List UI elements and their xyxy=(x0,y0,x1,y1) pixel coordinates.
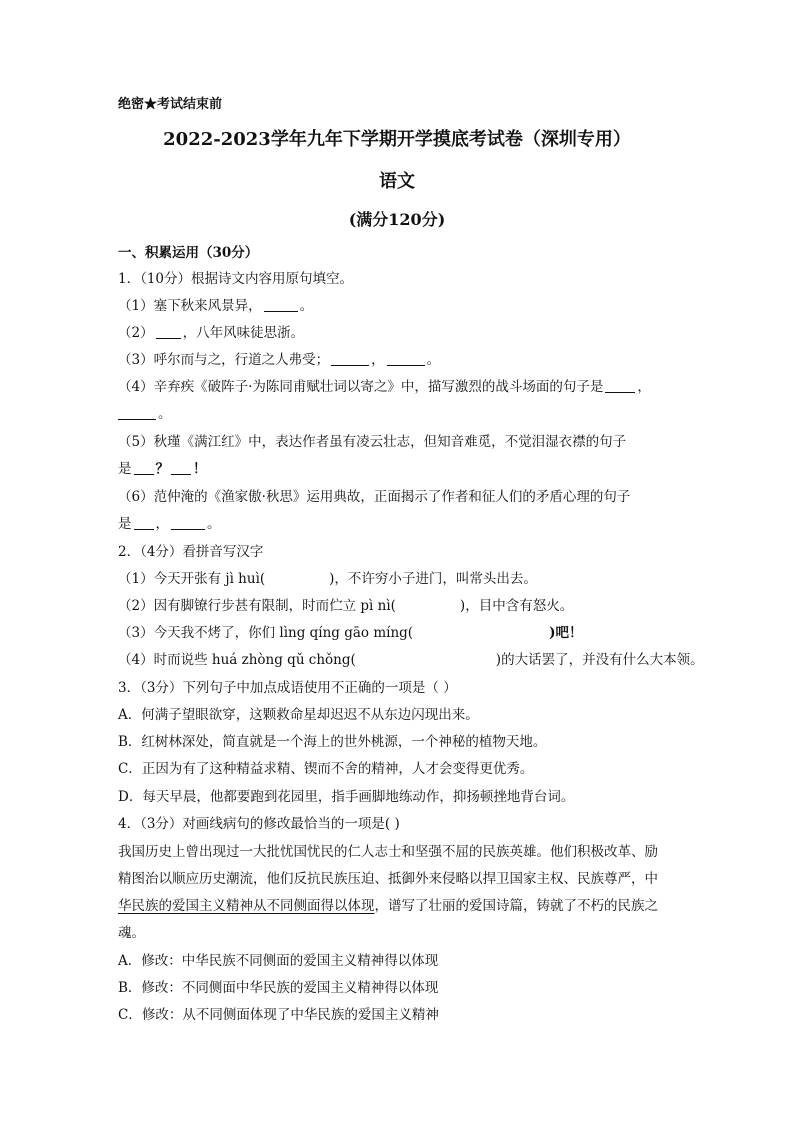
q3-option-c[interactable]: C．正因为有了这种精益求精、锲而不舍的精神，人才会变得更优秀。 xyxy=(118,761,534,777)
q4-option-b[interactable]: B．修改：不同侧面中华民族的爱国主义精神得以体现 xyxy=(118,980,439,996)
answer-blank[interactable] xyxy=(331,351,369,366)
answer-blank[interactable] xyxy=(118,405,156,420)
answer-blank[interactable] xyxy=(605,378,635,393)
q2-item-2: （2）因有脚镣行步甚有限制，时而伫立 pì nì( )，目中含有怒火。 xyxy=(118,598,574,614)
q4-option-c[interactable]: C．修改：从不同侧面体现了中华民族的爱国主义精神 xyxy=(118,1007,439,1023)
secret-label: 绝密★考试结束前 xyxy=(118,97,223,112)
question-4-stem: 4．（3分）对画线病句的修改最恰当的一项是( ) xyxy=(118,816,400,832)
q1-item-5-cont: 是 ？ ！ xyxy=(118,461,207,477)
question-1-stem: 1．（10分）根据诗文内容用原句填空。 xyxy=(118,271,354,287)
q1-item-2: （2） ，八年风味徒思浙。 xyxy=(118,325,305,341)
q3-option-d[interactable]: D．每天早晨，他都要跑到花园里，指手画脚地练动作，抑扬顿挫地背台词。 xyxy=(118,789,575,805)
subject-title: 语文 xyxy=(379,171,415,192)
answer-blank[interactable] xyxy=(134,460,154,475)
q1-item-4-cont: 。 xyxy=(118,405,172,423)
q1-item-3: （3）呼尔而与之，行道之人弗受； ， 。 xyxy=(118,352,441,368)
q1-item-4: （4）辛弃疾《破阵子·为陈同甫赋壮词以寄之》中，描写激烈的战斗场面的句子是 ， xyxy=(118,379,651,395)
q1-item-1: （1）塞下秋来风景异， 。 xyxy=(118,298,314,314)
question-3-stem: 3．（3分）下列句子中加点成语使用不正确的一项是（ ） xyxy=(118,680,457,696)
q2-item-4: （4）时而说些 huá zhòng qǔ chǒng( )的大话罢了，并没有什么大本领。 xyxy=(118,652,704,668)
section-heading: 一、积累运用（30分） xyxy=(118,245,259,261)
q2-item-1: （1）今天开张有 jì huì( )，不许穷小子进门，叫常头出去。 xyxy=(118,571,537,587)
answer-blank[interactable] xyxy=(156,324,181,339)
question-2-stem: 2．（4分）看拼音写汉字 xyxy=(118,544,264,560)
answer-blank[interactable] xyxy=(264,297,298,312)
q3-option-b[interactable]: B．红树林深处，简直就是一个海上的世外桃源，一个神秘的植物天地。 xyxy=(118,734,547,750)
q4-passage-line-2: 精图治以顺应历史潮流，他们反抗民族压迫、抵御外来侵略以捍卫国家主权、民族尊严，中 xyxy=(118,871,658,887)
underlined-sentence: 华民族的爱国主义精神从不同侧面得以体现 xyxy=(118,898,375,914)
answer-blank[interactable] xyxy=(171,460,191,475)
q4-passage-line-1: 我国历史上曾出现过一大批忧国忧民的仁人志士和坚强不屈的民族英雄。他们积极改革、励 xyxy=(118,844,658,860)
q3-option-a[interactable]: A．何满子望眼欲穿，这颗救命星却迟迟不从东边闪现出来。 xyxy=(118,707,479,723)
q4-passage-line-3: 华民族的爱国主义精神从不同侧面得以体现，谱写了壮丽的爱国诗篇，铸就了不朽的民族之 xyxy=(118,898,658,914)
exam-title: 2022-2023学年九年下学期开学摸底考试卷（深圳专用） xyxy=(163,129,631,150)
answer-blank[interactable] xyxy=(387,351,425,366)
q1-item-6-cont: 是 ， 。 xyxy=(118,516,221,532)
q1-item-5: （5）秋瑾《满江红》中，表达作者虽有凌云壮志，但知音难觅，不觉泪湿衣襟的句子 xyxy=(118,434,627,450)
full-score: (满分120分) xyxy=(348,210,446,229)
q2-item-3: （3）今天我不烤了，你们 lìng qíng gāo míng( )吧！ xyxy=(118,625,583,641)
q1-item-6: （6）范仲淹的《渔家傲·秋思》运用典故，正面揭示了作者和征人们的矛盾心理的句子 xyxy=(118,489,631,505)
answer-blank[interactable] xyxy=(171,515,205,530)
answer-blank[interactable] xyxy=(134,515,154,530)
q4-passage-line-4: 魂。 xyxy=(118,925,145,941)
q4-option-a[interactable]: A．修改：中华民族不同侧面的爱国主义精神得以体现 xyxy=(118,953,439,969)
